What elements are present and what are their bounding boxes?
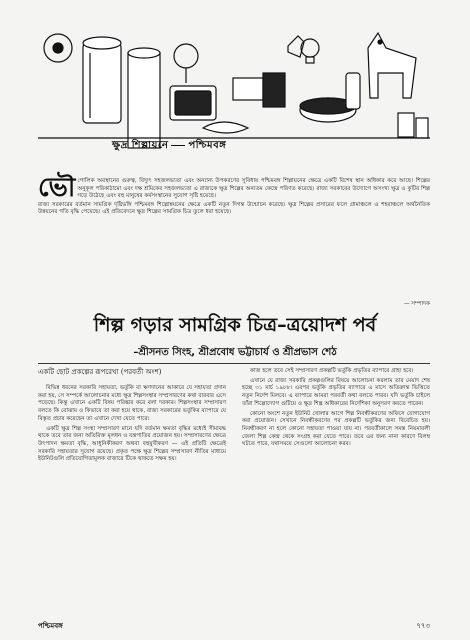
page-number: ৭৭৩ (416, 622, 430, 630)
editor-credit: — সম্পাদক (403, 301, 430, 307)
article-authors: –শ্রীসনত সিংহ, শ্রীপ্রবোধ ভট্টাচার্য ও শ্রীপ্রভাস শেঠ (133, 347, 337, 358)
dropcap: ভৌ (38, 173, 76, 203)
right-paragraph-3: কোনো অংশে নতুন ইউনিট খোলার আগে শিল্প নিবন্ধীকরণের অফিসে যোগাযোগ করা প্রয়োজন। সেখানে নিবন্ধীকরণের পর প্রকল্পটি ভর্তুকির জন্য বিবেচিত হয়। নিবন্ধীকরণ না হলে কোনো সহায়তা পাওয়া যায় না। পরবর্তীকালে সমস্ত নিয়মাবলী জেলা শিল্প কেন্দ্র থেকে সংগ্রহ করা যেতে পারে। তবে এর জন্য নানা কারণে বিলম্ব ঘটতে পারে, যথাসময়ে সেগুলো আলোচনা করব। (242, 410, 430, 448)
banner-title (112, 138, 226, 155)
section-divider (38, 363, 430, 364)
right-paragraph-1: কাজ হলে তবে সেই সম্প্রসারণ প্রকল্পটি ভর্তুকি প্রভৃতির ব্যাপারে গ্রাহ্য হবে। (250, 368, 414, 374)
section-heading: একটি ছোট প্রকল্পের রূপরেখা (পরবর্তী অংশ) (38, 368, 162, 376)
footer-publication: পশ্চিমবঙ্গ (38, 622, 63, 630)
article-headline: শিল্প গড়ার সামগ্রিক চিত্র–ত্রয়োদশ পর্ব (93, 314, 377, 336)
intro-paragraph-1: গোলিক অবস্থানের গুরুত্ব, বিদ্যুৎ সহজলভ্যতা এবং অন্যান্য উপকরণের সুবিধায় পশ্চিমবঙ্গ শিল্পায়নের ক্ষেত্রে একটি বিশেষ স্থান অধিকার করে আছে। শিল্পের অনুকূল পরিকাঠামো এবং দক্ষ শ্রমিকের সহজলভ্যতা এ রাজ্যকে ক্ষুদ্র শিল্পের অন্যতম কেন্দ্রে পরিণত করেছে। রাজ্য সরকারের উদ্যোগে অসংখ্য ক্ষুদ্র ও কুটির শিল্প গড়ে উঠেছে এবং বহু মানুষের কর্মসংস্থানের সুযোগ সৃষ্টি হয়েছে। (77, 178, 430, 200)
banner-illustration (38, 18, 430, 158)
banner-title-left: ক্ষুদ্র শিল্পায়নে (112, 140, 169, 151)
left-paragraph-2: একটি ক্ষুদ্র শিল্প সংস্থা সম্প্রসারণ মানে যদি বর্তমান ক্ষমতা বৃদ্ধির মধ্যেই সীমাবদ্ধ থাকে তবে তার জন্য অতিরিক্ত মূলধন ও যন্ত্রপাতির প্রয়োজন হয়। সম্প্রসারণের ক্ষেত্রে উৎপাদন ক্ষমতা বৃদ্ধি, আধুনিকীকরণ অথবা বহুমুখীকরণ — এই প্রতিটি ক্ষেত্রেই সরকারি সহায়তার সুযোগ রয়েছে। প্রকৃত পক্ষে ক্ষুদ্র শিল্পের সম্প্রসারণ নীতির মাধ্যমে ইউনিটগুলি প্রতিযোগিতামূলক বাজারে টিকে থাকতে সক্ষম হয়। (38, 425, 226, 463)
banner-title-right: পশ্চিমবঙ্গ (188, 140, 227, 151)
right-column (242, 368, 430, 451)
intro-section (38, 173, 430, 218)
left-column (38, 368, 226, 466)
left-paragraph-1: বিভিন্ন ধরনের সরকারি সহায়তা, ভর্তুকি বা ঋণদানের আকারে যে সহায়তা প্রদান করা হয়, সে সম্পর্কে আলোচনার মধ্যে ক্ষুদ্র শিল্পসংস্থার সম্প্রসারণের কথা বারবার এসে পড়েছে। কিন্তু এখানে একটি বিষয় পরিষ্কার করে বলা দরকার। শিল্পসংস্থার সম্প্রসারণ বলতে কি বোঝায় ও কিভাবে তা করা হয়ে থাকে, রাজ্য সরকারের ভর্তুকির ব্যাপারে যে বিস্তৃত প্রচার করেছেন তা এখানে দেখা যেতে পারে। (38, 385, 226, 422)
title-separator (171, 145, 185, 146)
right-paragraph-2: এখানে যে রাজ্য সরকারি প্রকল্পগুলির বিষয়ে আলোচনা করলাম তার মেয়াদ শেষ হচ্ছে ৩১ মার্চ ১৯৮৮। এরপর ভর্তুকি প্রভৃতির ব্যাপারে এ মাসে অতিক্রান্ত ভিত্তিতে নতুন নির্দেশ মিলবে। এ ব্যাপারে আমরা পরবর্তী কথা বলতে পারব। যদি ভর্তুকি চাইলে তাঁরা শিল্পোদ্যোগ গুটিয়ে ও ক্ষুদ্র শিল্প অধিকারের নির্দেশিকা অনুসরণ করতে পারেন। (242, 377, 430, 407)
industrial-products-illustration (38, 18, 430, 158)
intro-paragraph-2: রাজ্য সরকারের বর্তমান সামগ্রিক দৃষ্টিভঙ্গি পশ্চিমবঙ্গ শিল্পোন্নয়নের ক্ষেত্রে একটি নতুন দিগন্ত উন্মোচন করেছে। ক্ষুদ্র শিল্পের প্রসারের ফলে গ্রামাঞ্চলে ও শহরাঞ্চলে অর্থনৈতিক উন্নয়নের গতি বৃদ্ধি পেয়েছে। এই প্রতিবেদনে ক্ষুদ্র শিল্পের সামগ্রিক চিত্র তুলে ধরা হয়েছে। (38, 201, 430, 216)
